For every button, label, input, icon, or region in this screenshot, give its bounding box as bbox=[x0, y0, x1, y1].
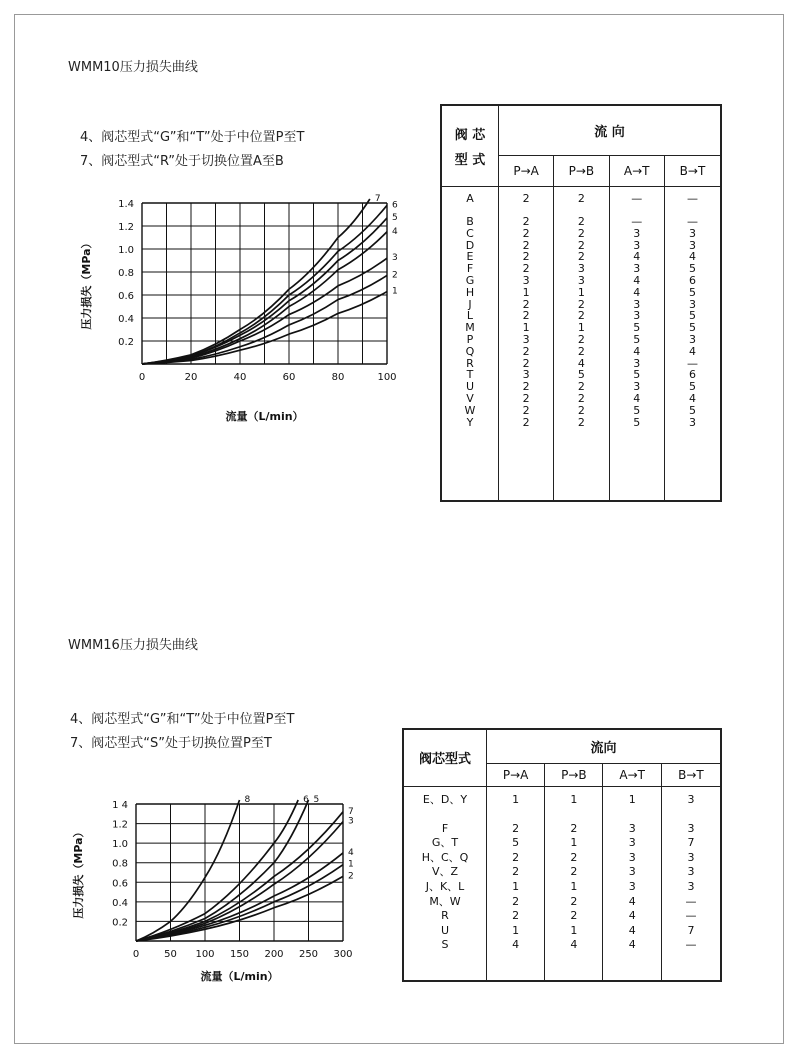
cell: 1 bbox=[628, 792, 636, 806]
cell: — bbox=[631, 191, 643, 205]
cell: 1 bbox=[570, 880, 578, 894]
cell: 4 bbox=[570, 938, 578, 952]
col-bt bbox=[661, 786, 721, 981]
cell: U bbox=[440, 923, 450, 937]
col-header-at: A→T bbox=[609, 155, 664, 186]
cell: 4 bbox=[633, 285, 641, 299]
section1-note-7: 7、阀芯型式“R”处于切换位置A至B bbox=[80, 154, 284, 169]
y-tick-label: 1.0 bbox=[118, 245, 134, 256]
spool-header: 阀芯型式 bbox=[403, 729, 487, 786]
cell: R bbox=[441, 909, 449, 923]
cell: 4 bbox=[633, 274, 641, 288]
cell bbox=[487, 807, 544, 822]
cell: 2 bbox=[512, 850, 520, 864]
section2-note-4: 4、阀芯型式“G”和“T”处于中位置P至T bbox=[70, 712, 295, 727]
cell: Y bbox=[466, 415, 474, 429]
cell: 3 bbox=[633, 356, 641, 370]
cell: 2 bbox=[512, 865, 520, 879]
series-label-1: 1 bbox=[348, 859, 354, 870]
cell: 1 bbox=[577, 321, 585, 335]
cell: 2 bbox=[522, 356, 530, 370]
cell: 5 bbox=[688, 285, 696, 299]
x-tick-label: 50 bbox=[164, 949, 177, 960]
y-tick-label: 0.4 bbox=[112, 897, 128, 909]
cell: 2 bbox=[522, 297, 530, 311]
cell: E bbox=[466, 250, 474, 264]
cell: 4 bbox=[577, 356, 585, 370]
x-axis-label: 流量（L/min） bbox=[200, 970, 279, 983]
cell: 4 bbox=[688, 344, 696, 358]
cell: 1 bbox=[570, 792, 578, 806]
cell bbox=[603, 807, 660, 822]
cell: V bbox=[466, 392, 474, 406]
section1-title: WMM10压力损失曲线 bbox=[68, 60, 198, 75]
spool-header-line2: 型 式 bbox=[454, 152, 486, 168]
cell: J、K、L bbox=[425, 880, 465, 894]
cell: 3 bbox=[687, 850, 695, 864]
cell: 3 bbox=[688, 415, 696, 429]
cell: 7 bbox=[687, 923, 695, 937]
cell: 2 bbox=[522, 380, 530, 394]
series-label-3: 3 bbox=[348, 816, 354, 827]
cell: 5 bbox=[688, 380, 696, 394]
cell: — bbox=[685, 894, 697, 908]
series-label-1: 1 bbox=[392, 286, 398, 297]
cell: 1 bbox=[512, 792, 520, 806]
cell: A bbox=[466, 191, 474, 205]
col-header-pb: P→B bbox=[554, 155, 609, 186]
cell: Q bbox=[465, 344, 475, 358]
series-line-7 bbox=[142, 199, 370, 364]
y-tick-label: 0.8 bbox=[112, 858, 128, 870]
y-tick-label: 0.2 bbox=[112, 917, 128, 929]
cell: 1 bbox=[512, 880, 520, 894]
col-header-bt: B→T bbox=[664, 155, 721, 186]
cell: 2 bbox=[577, 415, 585, 429]
cell: 1 bbox=[522, 285, 530, 299]
cell: H、C、Q bbox=[421, 850, 469, 864]
cell: 3 bbox=[687, 880, 695, 894]
cell: 3 bbox=[688, 333, 696, 347]
cell: 2 bbox=[522, 309, 530, 323]
spool-header bbox=[441, 105, 499, 186]
cell: B bbox=[466, 215, 474, 229]
y-tick-label: 1.2 bbox=[112, 819, 128, 831]
cell: — bbox=[686, 356, 698, 370]
cell: 3 bbox=[633, 226, 641, 240]
cell: 2 bbox=[577, 380, 585, 394]
cell: 3 bbox=[628, 836, 636, 850]
x-tick-label: 20 bbox=[184, 372, 198, 383]
cell: U bbox=[465, 380, 475, 394]
cell: 4 bbox=[628, 938, 636, 952]
col-bt bbox=[664, 186, 721, 501]
cell: 2 bbox=[577, 344, 585, 358]
cell: — bbox=[686, 215, 698, 229]
section1-note-4: 4、阀芯型式“G”和“T”处于中位置P至T bbox=[80, 130, 305, 145]
cell: 2 bbox=[577, 250, 585, 264]
cell: F bbox=[441, 821, 449, 835]
x-tick-label: 300 bbox=[333, 949, 353, 960]
x-axis-label: 流量（L/min） bbox=[225, 410, 304, 423]
y-tick-label: 0.4 bbox=[118, 314, 134, 325]
cell: 2 bbox=[577, 226, 585, 240]
cell: W bbox=[464, 403, 476, 417]
y-tick-label: 1 4 bbox=[112, 800, 128, 811]
series-label-2: 2 bbox=[348, 871, 354, 882]
col-header-pb: P→B bbox=[545, 763, 603, 786]
cell: 4 bbox=[512, 938, 520, 952]
cell: 2 bbox=[570, 894, 578, 908]
series-label-2: 2 bbox=[392, 270, 398, 281]
cell: 4 bbox=[628, 909, 636, 923]
cell: 3 bbox=[522, 333, 530, 347]
cell: 2 bbox=[570, 850, 578, 864]
cell: 3 bbox=[688, 226, 696, 240]
y-axis-label: 压力损失（MPa） bbox=[80, 237, 93, 330]
col-pb bbox=[545, 786, 603, 981]
cell: 2 bbox=[577, 333, 585, 347]
cell: 2 bbox=[577, 392, 585, 406]
cell: 4 bbox=[688, 392, 696, 406]
cell: 4 bbox=[688, 250, 696, 264]
y-tick-label: 0.8 bbox=[118, 268, 134, 279]
col-at bbox=[609, 186, 664, 501]
cell: 5 bbox=[688, 309, 696, 323]
cell: 2 bbox=[522, 344, 530, 358]
col-header-pa: P→A bbox=[487, 763, 545, 786]
y-tick-label: 1.4 bbox=[118, 199, 134, 210]
section2-title: WMM16压力损失曲线 bbox=[68, 638, 198, 653]
flow-header: 流 向 bbox=[499, 105, 722, 155]
cell: 7 bbox=[687, 836, 695, 850]
cell bbox=[404, 807, 486, 822]
cell: M bbox=[465, 321, 475, 335]
cell: 1 bbox=[522, 321, 530, 335]
cell: G、T bbox=[431, 836, 459, 850]
cell: R bbox=[466, 356, 474, 370]
cell: T bbox=[466, 368, 474, 382]
cell: 3 bbox=[577, 262, 585, 276]
cell: 1 bbox=[570, 923, 578, 937]
cell: 5 bbox=[688, 262, 696, 276]
cell: 3 bbox=[633, 262, 641, 276]
cell: 3 bbox=[688, 297, 696, 311]
cell: 3 bbox=[522, 274, 530, 288]
cell: 3 bbox=[688, 238, 696, 252]
x-tick-label: 150 bbox=[229, 949, 250, 960]
cell: 2 bbox=[577, 238, 585, 252]
cell: L bbox=[466, 309, 474, 323]
section2-note-7: 7、阀芯型式“S”处于切换位置P至T bbox=[70, 736, 272, 751]
x-tick-label: 0 bbox=[132, 949, 140, 960]
series-label-7: 7 bbox=[348, 806, 354, 817]
series-label-7: 7 bbox=[374, 194, 381, 204]
cell: 5 bbox=[688, 321, 696, 335]
cell: M、W bbox=[429, 894, 461, 908]
x-tick-label: 40 bbox=[233, 372, 247, 383]
cell: 3 bbox=[628, 821, 636, 835]
cell: 2 bbox=[577, 215, 585, 229]
cell: 2 bbox=[522, 262, 530, 276]
table-wmm10 bbox=[440, 104, 722, 502]
cell: 5 bbox=[512, 836, 520, 850]
cell: 5 bbox=[633, 403, 641, 417]
series-label-4: 4 bbox=[392, 226, 398, 237]
cell: — bbox=[686, 191, 698, 205]
cell: 2 bbox=[522, 403, 530, 417]
cell: 4 bbox=[633, 250, 641, 264]
cell: 3 bbox=[628, 850, 636, 864]
cell: 1 bbox=[512, 923, 520, 937]
cell: 2 bbox=[522, 415, 530, 429]
cell: 5 bbox=[633, 368, 641, 382]
col-pb bbox=[554, 186, 609, 501]
cell: 3 bbox=[628, 880, 636, 894]
x-tick-label: 100 bbox=[195, 949, 215, 960]
cell: 5 bbox=[633, 333, 641, 347]
cell: C bbox=[466, 226, 474, 240]
cell: 1 bbox=[577, 285, 585, 299]
cell: 4 bbox=[633, 392, 641, 406]
cell: 3 bbox=[628, 865, 636, 879]
col-at bbox=[603, 786, 661, 981]
cell: 2 bbox=[522, 238, 530, 252]
cell: 2 bbox=[570, 865, 578, 879]
cell: — bbox=[631, 215, 643, 229]
cell: 2 bbox=[522, 226, 530, 240]
cell: 2 bbox=[577, 191, 585, 205]
col-header-bt: B→T bbox=[661, 763, 721, 786]
cell: — bbox=[685, 938, 697, 952]
x-tick-label: 200 bbox=[264, 949, 284, 960]
y-tick-label: 1.2 bbox=[118, 222, 134, 233]
series-label-8: 8 bbox=[244, 795, 251, 805]
y-tick-label: 1.0 bbox=[112, 839, 128, 851]
cell: P bbox=[466, 333, 474, 347]
cell: H bbox=[465, 285, 475, 299]
series-label-6: 6 bbox=[392, 200, 398, 211]
series-label-3: 3 bbox=[392, 253, 398, 264]
y-tick-label: 0.6 bbox=[112, 878, 128, 890]
cell: 3 bbox=[687, 821, 695, 835]
cell: 6 bbox=[688, 368, 696, 382]
cell: 2 bbox=[570, 909, 578, 923]
cell: 2 bbox=[522, 215, 530, 229]
y-tick-label: 0.6 bbox=[118, 291, 134, 302]
cell: 4 bbox=[628, 894, 636, 908]
cell: 2 bbox=[577, 403, 585, 417]
chart-wmm10 bbox=[70, 180, 415, 430]
cell: 4 bbox=[628, 923, 636, 937]
x-tick-label: 250 bbox=[298, 949, 319, 960]
cell: — bbox=[685, 909, 697, 923]
x-tick-label: 100 bbox=[377, 372, 397, 383]
cell: 3 bbox=[687, 792, 695, 806]
cell: V、Z bbox=[431, 865, 459, 879]
cell: 2 bbox=[577, 309, 585, 323]
cell: 2 bbox=[512, 909, 520, 923]
cell: 2 bbox=[522, 191, 530, 205]
flow-header: 流向 bbox=[487, 729, 722, 763]
cell: 2 bbox=[570, 821, 578, 835]
series-label-5: 5 bbox=[313, 795, 320, 805]
cell bbox=[545, 807, 602, 822]
cell: 5 bbox=[688, 403, 696, 417]
cell: J bbox=[468, 297, 472, 311]
table-wmm16 bbox=[402, 728, 722, 982]
cell: 5 bbox=[577, 368, 585, 382]
cell: 1 bbox=[570, 836, 578, 850]
cell: 3 bbox=[577, 274, 585, 288]
cell: 5 bbox=[633, 321, 641, 335]
cell: 3 bbox=[633, 297, 641, 311]
chart-wmm16 bbox=[66, 782, 376, 990]
y-axis-label: 压力损失（MPa） bbox=[72, 826, 85, 919]
cell: 2 bbox=[522, 250, 530, 264]
cell: 2 bbox=[522, 392, 530, 406]
cell bbox=[662, 807, 720, 822]
series-label-5: 5 bbox=[392, 212, 398, 223]
col-spool bbox=[403, 786, 487, 981]
col-header-pa: P→A bbox=[499, 155, 554, 186]
cell: E、D、Y bbox=[422, 792, 468, 806]
col-header-at: A→T bbox=[603, 763, 661, 786]
cell: 2 bbox=[512, 821, 520, 835]
cell: 3 bbox=[687, 865, 695, 879]
y-tick-label: 0.2 bbox=[118, 337, 134, 348]
col-pa bbox=[499, 186, 554, 501]
cell: 3 bbox=[633, 238, 641, 252]
cell: 4 bbox=[633, 344, 641, 358]
cell: F bbox=[466, 262, 474, 276]
cell: 2 bbox=[577, 297, 585, 311]
cell: 6 bbox=[688, 274, 696, 288]
cell: 2 bbox=[512, 894, 520, 908]
x-tick-label: 0 bbox=[138, 372, 146, 383]
spool-header-line1: 阀 芯 bbox=[454, 127, 486, 143]
cell: 3 bbox=[633, 309, 641, 323]
cell: D bbox=[465, 238, 475, 252]
series-label-6: 6 bbox=[303, 795, 309, 805]
x-tick-label: 80 bbox=[331, 372, 345, 383]
cell: 3 bbox=[522, 368, 530, 382]
x-tick-label: 60 bbox=[282, 372, 296, 383]
col-pa bbox=[487, 786, 545, 981]
cell: G bbox=[465, 274, 475, 288]
cell: 3 bbox=[633, 380, 641, 394]
col-spool bbox=[441, 186, 499, 501]
cell: S bbox=[441, 938, 449, 952]
series-label-4: 4 bbox=[348, 847, 354, 858]
cell: 5 bbox=[633, 415, 641, 429]
